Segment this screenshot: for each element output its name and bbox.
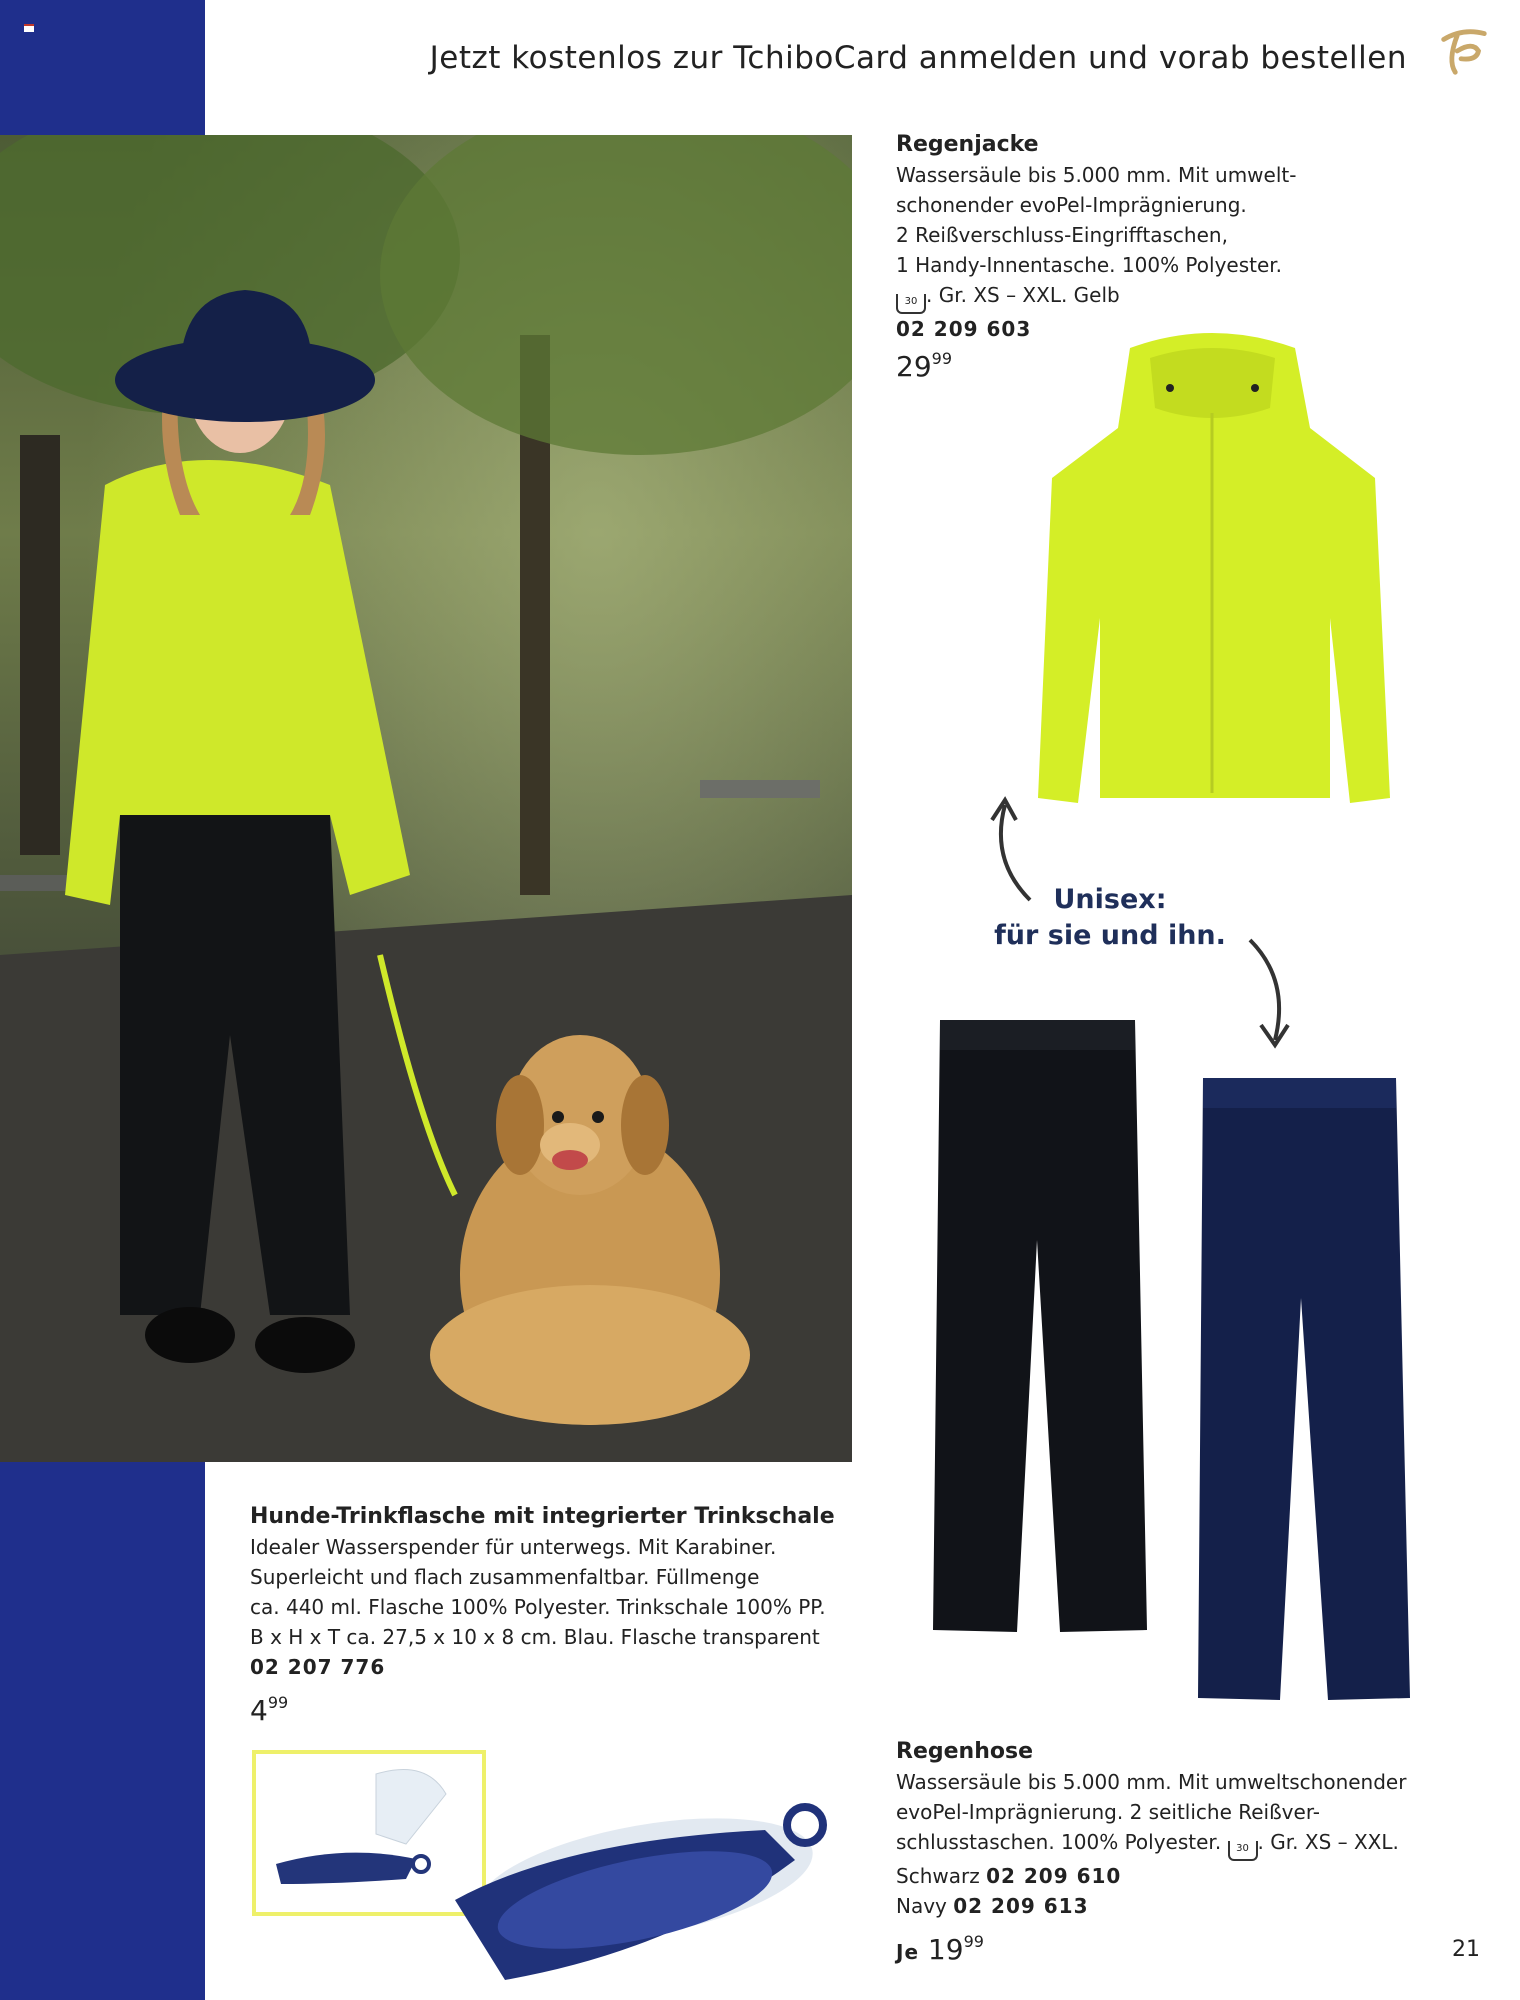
pants-variant-black: Schwarz 02 209 610: [896, 1864, 1122, 1888]
unisex-line: für sie und ihn.: [994, 920, 1226, 951]
blue-band-top: [0, 0, 205, 135]
pants-title: Regenhose: [896, 1739, 1033, 1764]
pants-navy-image: [1188, 1078, 1413, 1703]
header-text: Jetzt kostenlos zur TchiboCard anmelden und vorab bestellen: [429, 40, 1407, 76]
jacket-product-image: [1030, 318, 1395, 813]
bottle-desc-line: Idealer Wasserspender für unterwegs. Mit Karabiner.: [250, 1535, 777, 1559]
bottle-article-number: 02 207 776: [250, 1655, 386, 1679]
unisex-line: Unisex:: [1053, 884, 1167, 915]
wash-30-icon: 30: [1228, 1841, 1258, 1861]
jacket-article-number: 02 209 603: [896, 317, 1032, 341]
lifestyle-photo: [0, 135, 852, 1462]
jacket-size-line: [896, 280, 1396, 314]
jacket-title: Regenjacke: [896, 132, 1039, 157]
jacket-desc-line: Wassersäule bis 5.000 mm. Mit umwelt-: [896, 163, 1297, 187]
jacket-desc-line: schonender evoPel-Imprägnierung.: [896, 193, 1247, 217]
jacket-desc-line: 2 Reißverschluss-Eingrifftaschen,: [896, 223, 1228, 247]
flag-icon: [24, 24, 34, 32]
jacket-desc-line: 1 Handy-Innentasche. 100% Polyester.: [896, 253, 1283, 277]
bottle-unfolded-image: [445, 1780, 840, 1990]
bottle-info: [250, 1502, 850, 1726]
jacket-price: $29^{99}$: [896, 349, 952, 383]
pants-info: [896, 1737, 1456, 1967]
bottle-price: $4^{99}$: [250, 1693, 289, 1727]
pants-black-image: [925, 1020, 1150, 1645]
pants-desc-line: evoPel-Imprägnierung. 2 seitliche Reißver-: [896, 1800, 1320, 1824]
bottle-desc-line: B x H x T ca. 27,5 x 10 x 8 cm. Blau. Flasche transparent: [250, 1625, 820, 1649]
jacket-size: . Gr. XS – XXL. Gelb: [926, 283, 1120, 307]
unisex-callout: [990, 882, 1230, 954]
page-number: 21: [1452, 1937, 1480, 1962]
pants-price: Je $19^{99}$: [896, 1932, 984, 1966]
bottle-desc-line: ca. 440 ml. Flasche 100% Polyester. Trinkschale 100% PP.: [250, 1595, 826, 1619]
blue-band-bottom: [0, 1462, 205, 2000]
arrow-down-icon: [1235, 935, 1305, 1055]
pants-desc-line: Wassersäule bis 5.000 mm. Mit umweltschonender: [896, 1770, 1407, 1794]
bottle-desc-line: Superleicht und flach zusammenfaltbar. Füllmenge: [250, 1565, 760, 1589]
pants-variant-navy: Navy 02 209 613: [896, 1894, 1089, 1918]
bottle-title: Hunde-Trinkflasche mit integrierter Trinkschale: [250, 1504, 835, 1529]
pants-desc-line: schlusstaschen. 100% Polyester. 30 . Gr. XS – XXL.: [896, 1827, 1456, 1861]
tchibo-logo-icon: [1434, 22, 1492, 80]
wash-30-icon: 30: [896, 294, 926, 314]
